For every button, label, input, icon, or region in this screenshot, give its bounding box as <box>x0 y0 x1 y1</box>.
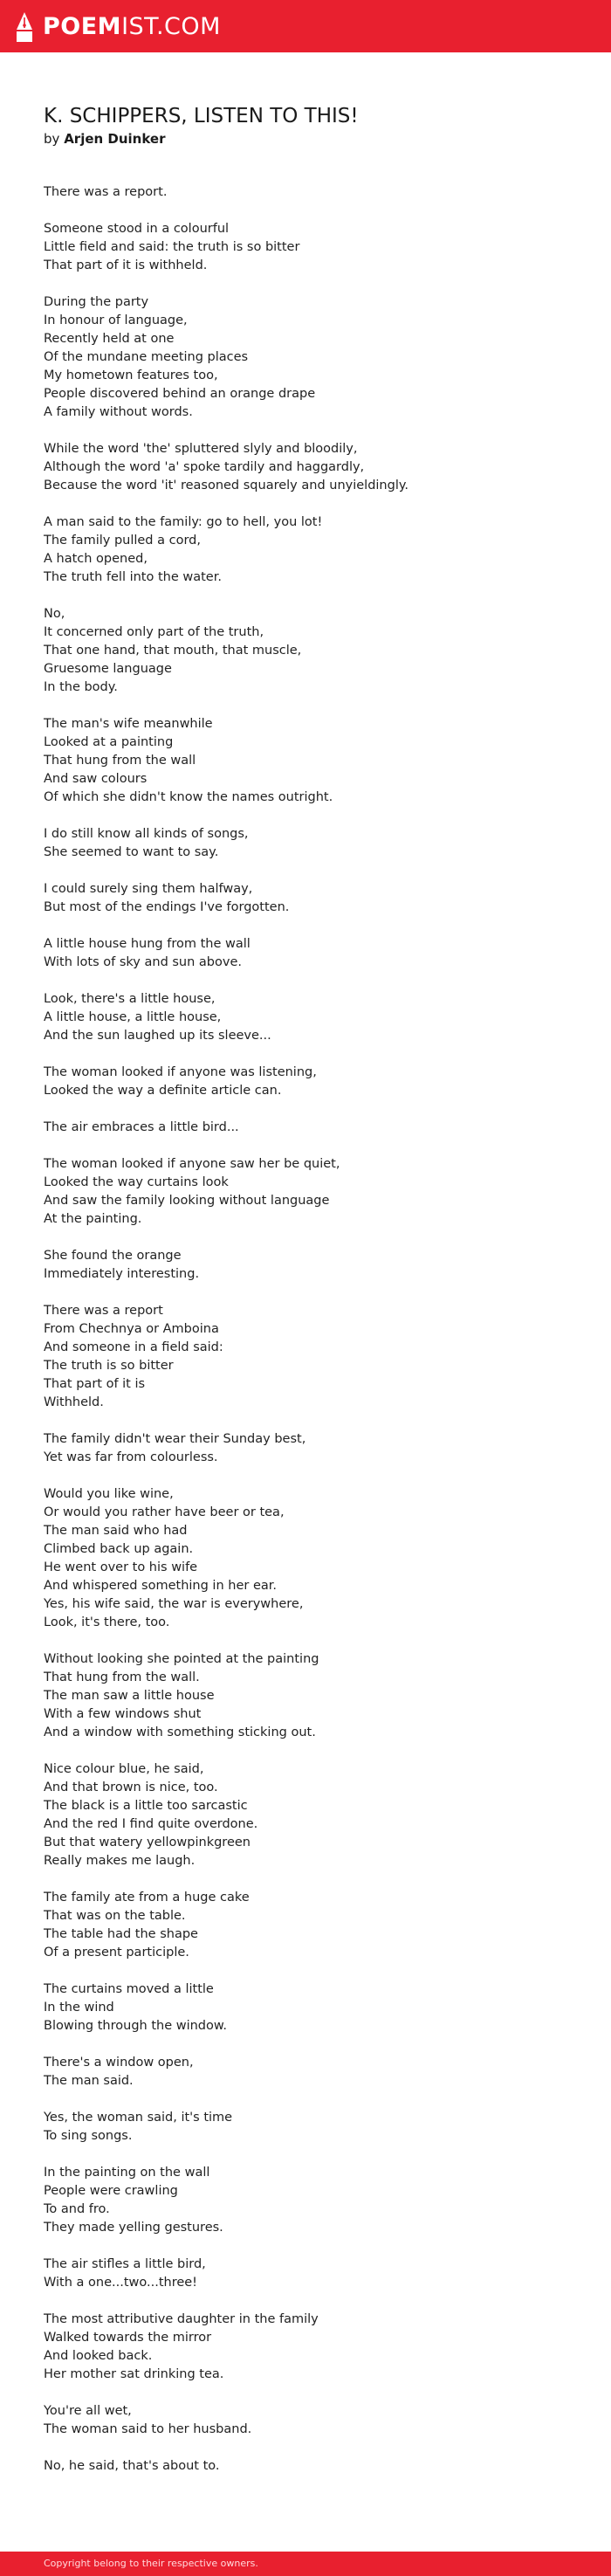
poem-line: But that watery yellowpinkgreen <box>44 1836 251 1849</box>
poem-line: In the body. <box>44 680 118 694</box>
poem-line: And the red I find quite overdone. <box>44 1817 258 1831</box>
poem-line: My hometown features too, <box>44 368 218 382</box>
poem-line: Look, there's a little house, <box>44 992 216 1006</box>
poem-stanza <box>44 715 585 807</box>
poem-line: Because the word 'it' reasoned squarely and unyieldingly. <box>44 479 408 492</box>
poem-line: Look, it's there, too. <box>44 1615 170 1629</box>
poem-stanza <box>44 880 585 917</box>
poem-title: K. SCHIPPERS, LISTEN TO THIS! <box>44 105 359 127</box>
poem-line: The table had the shape <box>44 1927 198 1941</box>
poem-line: No, <box>44 607 65 621</box>
poem-line: The woman looked if anyone saw her be quiet, <box>44 1157 340 1171</box>
poem-line: A family without words. <box>44 405 193 419</box>
poem-line: And the sun laughed up its sleeve... <box>44 1029 271 1043</box>
poem-stanza <box>44 935 585 972</box>
poem-line: Immediately interesting. <box>44 1267 200 1281</box>
poem-line: The man said who had <box>44 1524 188 1538</box>
poem-line: Or would you rather have beer or tea, <box>44 1505 285 1519</box>
poem-line: Her mother sat drinking tea. <box>44 2367 224 2381</box>
pen-nib-icon <box>15 10 34 44</box>
poem-line: I could surely sing them halfway, <box>44 882 253 896</box>
poem-line: A little house hung from the wall <box>44 937 251 951</box>
poem-line: People discovered behind an orange drape <box>44 387 316 401</box>
poem-line: Looked at a painting <box>44 735 174 749</box>
poem-line: The truth is so bitter <box>44 1359 174 1373</box>
poem-line: Withheld. <box>44 1395 104 1409</box>
byline <box>44 129 585 148</box>
poem-line: Without looking she pointed at the painting <box>44 1652 319 1666</box>
site-wordmark: POEMIST.COM <box>43 13 221 40</box>
poem-line: The air embraces a little bird... <box>44 1120 239 1134</box>
poem-line: And someone in a field said: <box>44 1340 223 1354</box>
poem-line: Would you like wine, <box>44 1487 174 1501</box>
poem-stanza <box>44 2109 585 2146</box>
poem-stanza <box>44 183 585 202</box>
poem-stanza <box>44 2311 585 2384</box>
site-logo[interactable] <box>15 10 221 45</box>
poem-line: Gruesome language <box>44 662 172 676</box>
poem-stanza <box>44 440 585 495</box>
poem-line: That hung from the wall. <box>44 1670 200 1684</box>
poem-stanza <box>44 1650 585 1742</box>
poem-stanza <box>44 1485 585 1632</box>
poem-line: During the party <box>44 295 149 309</box>
poem-line: Recently held at one <box>44 332 175 346</box>
poem-line: There's a window open, <box>44 2056 194 2070</box>
poem-line: The family pulled a cord, <box>44 534 201 548</box>
poem-line: Little field and said: the truth is so bitter <box>44 240 300 254</box>
poem-stanza <box>44 1980 585 2035</box>
copyright-text: Copyright belong to their respective owners. <box>44 2558 258 2569</box>
poem-line: A little house, a little house, <box>44 1010 222 1024</box>
poem-stanza <box>44 1760 585 1870</box>
poem-line: And whispered something in her ear. <box>44 1579 277 1593</box>
poem-line: There was a report. <box>44 185 168 199</box>
poem-line: Looked the way a definite article can. <box>44 1084 282 1098</box>
poem-line: In honour of language, <box>44 313 188 327</box>
poem-line: The man said. <box>44 2074 134 2088</box>
poem-line: Looked the way curtains look <box>44 1175 229 1189</box>
poem-line: A hatch opened, <box>44 552 148 566</box>
site-footer <box>0 2552 611 2576</box>
poem-line: They made yelling gestures. <box>44 2221 223 2235</box>
poem-line: From Chechnya or Amboina <box>44 1322 219 1336</box>
poem-line: She seemed to want to say. <box>44 845 219 859</box>
poem-stanza <box>44 1247 585 1284</box>
poem-line: A man said to the family: go to hell, you lot! <box>44 515 323 529</box>
poem-line: But most of the endings I've forgotten. <box>44 900 290 914</box>
poem-line: You're all wet, <box>44 2404 132 2418</box>
poem-stanza <box>44 2054 585 2090</box>
poem-line: She found the orange <box>44 1249 182 1263</box>
poem-line: That hung from the wall <box>44 754 196 768</box>
poem-stanza <box>44 293 585 422</box>
poem-line: The truth fell into the water. <box>44 570 222 584</box>
poem-stanza <box>44 2402 585 2439</box>
poem-line: The man's wife meanwhile <box>44 717 213 731</box>
poem-line: That part of it is withheld. <box>44 258 208 272</box>
poem-line: And saw colours <box>44 772 148 786</box>
poem-line: With lots of sky and sun above. <box>44 955 242 969</box>
poem-line: It concerned only part of the truth, <box>44 625 264 639</box>
poem-stanza <box>44 513 585 587</box>
poem-stanza <box>44 605 585 697</box>
byline-prefix: by <box>44 131 60 147</box>
poem-line: The man saw a little house <box>44 1689 215 1703</box>
poem-stanza <box>44 220 585 275</box>
poem-stanza <box>44 1155 585 1229</box>
poem-line: That part of it is <box>44 1377 146 1391</box>
poem-line: To and fro. <box>44 2202 110 2216</box>
poem-line: The most attributive daughter in the family <box>44 2312 319 2326</box>
poem-line: Of which she didn't know the names outright. <box>44 790 333 804</box>
poem-line: That was on the table. <box>44 1909 186 1923</box>
poem-stanza <box>44 825 585 862</box>
poem-line: Yes, the woman said, it's time <box>44 2111 233 2125</box>
poem-line: There was a report <box>44 1304 163 1318</box>
poem-line: That one hand, that mouth, that muscle, <box>44 644 302 658</box>
poem-line: And that brown is nice, too. <box>44 1780 218 1794</box>
poem-line: The air stifles a little bird, <box>44 2257 206 2271</box>
poem-stanza <box>44 2164 585 2237</box>
poem-line: He went over to his wife <box>44 1560 198 1574</box>
poem-line: The family ate from a huge cake <box>44 1891 250 1904</box>
poem-line: Of a present participle. <box>44 1946 189 1960</box>
poem-body <box>44 183 585 2476</box>
poem-line: Really makes me laugh. <box>44 1854 196 1868</box>
poem-stanza <box>44 1889 585 1962</box>
poem-stanza <box>44 2457 585 2476</box>
poem-line: Walked towards the mirror <box>44 2331 212 2345</box>
poem-stanza <box>44 990 585 1045</box>
poem-line: Of the mundane meeting places <box>44 350 249 364</box>
poem-line: With a one...two...three! <box>44 2276 197 2290</box>
poem-line: Blowing through the window. <box>44 2019 228 2033</box>
poem-line: In the painting on the wall <box>44 2166 210 2180</box>
poem-stanza <box>44 1119 585 1137</box>
poem-line: At the painting. <box>44 1212 142 1226</box>
poem-content <box>44 103 585 2494</box>
poem-line: And a window with something sticking out. <box>44 1725 316 1739</box>
poem-line: The black is a little too sarcastic <box>44 1799 248 1813</box>
poem-line: I do still know all kinds of songs, <box>44 827 249 841</box>
poem-line: And saw the family looking without language <box>44 1194 330 1208</box>
poem-line: With a few windows shut <box>44 1707 202 1721</box>
poem-line: People were crawling <box>44 2184 178 2198</box>
poem-line: Yes, his wife said, the war is everywhere, <box>44 1597 304 1611</box>
poem-line: The curtains moved a little <box>44 1982 214 1996</box>
poem-line: Although the word 'a' spoke tardily and haggardly, <box>44 460 365 474</box>
poem-line: Yet was far from colourless. <box>44 1450 218 1464</box>
poem-stanza <box>44 1302 585 1412</box>
poem-line: And looked back. <box>44 2349 153 2363</box>
poem-stanza <box>44 2256 585 2292</box>
poem-line: Climbed back up again. <box>44 1542 194 1556</box>
poem-line: Someone stood in a colourful <box>44 222 230 236</box>
poem-line: Nice colour blue, he said, <box>44 1762 204 1776</box>
poem-line: The family didn't wear their Sunday best, <box>44 1432 306 1446</box>
author-name[interactable]: Arjen Duinker <box>64 131 166 147</box>
poem-line: While the word 'the' spluttered slyly and bloodily, <box>44 442 358 456</box>
poem-line: No, he said, that's about to. <box>44 2459 220 2473</box>
poem-line: The woman looked if anyone was listening, <box>44 1065 317 1079</box>
poem-stanza <box>44 1430 585 1467</box>
site-header <box>0 0 611 52</box>
poem-line: In the wind <box>44 2001 114 2015</box>
poem-line: The woman said to her husband. <box>44 2422 252 2436</box>
poem-stanza <box>44 1064 585 1100</box>
poem-line: To sing songs. <box>44 2129 133 2143</box>
